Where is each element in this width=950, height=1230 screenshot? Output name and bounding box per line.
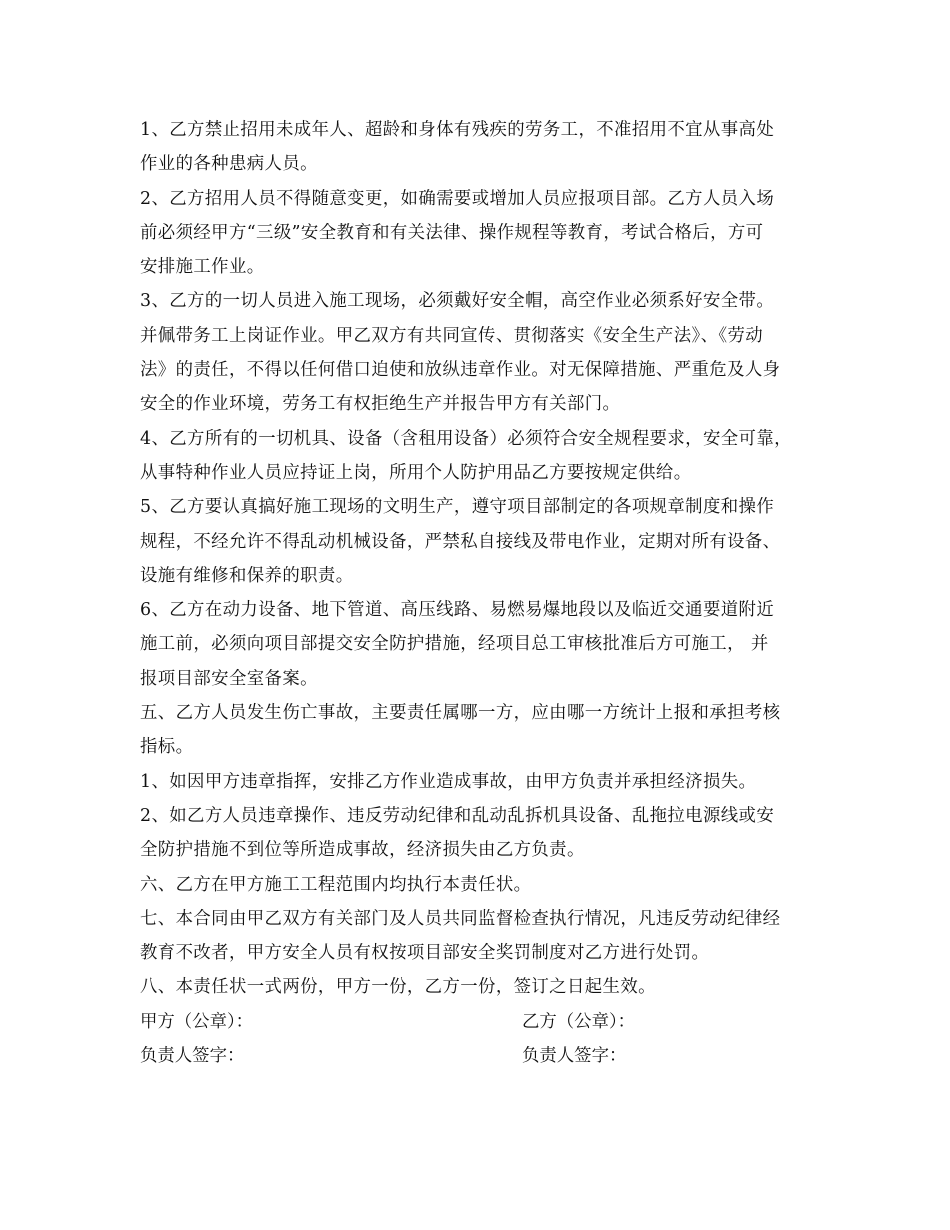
text-line: 安全的作业环境，劳务工有权拒绝生产并报告甲方有关部门。: [140, 394, 621, 415]
text-line: 指标。: [140, 737, 194, 758]
text-line: 施工前，必须向项目部提交安全防护措施，经项目总工审核批准后方可施工， 并: [140, 634, 769, 655]
text-line: 4、乙方所有的一切机具、设备（含租用设备）必须符合安全规程要求，安全可靠，: [140, 428, 792, 449]
text-line: 安排施工作业。: [140, 257, 265, 278]
text-line: 1、乙方禁止招用未成年人、超龄和身体有残疾的劳务工，不准招用不宜从事高处: [140, 120, 775, 140]
text-line: 2、如乙方人员违章操作、违反劳动纪律和乱动乱拆机具设备、乱拖拉电源线或安: [140, 805, 775, 826]
text-line: 教育不改者，甲方安全人员有权按项目部安全奖罚制度对乙方进行处罚。: [140, 943, 710, 964]
text-line: 从事特种作业人员应持证上岗，所用个人防护用品乙方要按规定供给。: [140, 462, 692, 483]
text-line: 设施有维修和保养的职责。: [140, 565, 354, 586]
text-line: 5、乙方要认真搞好施工现场的文明生产，遵守项目部制定的各项规章制度和操作: [140, 497, 775, 518]
text-line: 前必须经甲方“三级”安全教育和有关法律、操作规程等教育，考试合格后，方可: [140, 222, 764, 243]
text-line: 规程，不经允许不得乱动机械设备，严禁私自接线及带电作业，定期对所有设备、: [140, 531, 781, 552]
text-line: 6、乙方在动力设备、地下管道、高压线路、易燃易爆地段以及临近交通要道附近: [140, 600, 775, 621]
text-line: 3、乙方的一切人员进入施工现场，必须戴好安全帽，高空作业必须系好安全带。: [140, 291, 775, 312]
text-line: 全防护措施不到位等所造成事故，经济损失由乙方负责。: [140, 840, 585, 861]
signer-row: [140, 1039, 830, 1073]
party-a-signer-label: 负责人签字：: [140, 1046, 245, 1067]
text-line: 法》的责任，不得以任何借口迫使和放纵违章作业。对无保障措施、严重危及人身: [140, 360, 781, 381]
party-b-seal-label: 乙方（公章）：: [522, 1011, 636, 1032]
text-line: 作业的各种患病人员。: [140, 154, 318, 175]
party-a-seal-label: 甲方（公章）：: [140, 1011, 254, 1032]
text-line: 八、本责任状一式两份，甲方一份，乙方一份，签订之日起生效。: [140, 977, 656, 998]
seal-row: [140, 1005, 830, 1039]
text-line: 报项目部安全室备案。: [140, 668, 318, 689]
text-line: 并佩带务工上岗证作业。甲乙双方有共同宣传、贯彻落实《安全生产法》、《劳动: [140, 325, 764, 346]
text-line: 五、乙方人员发生伤亡事故，主要责任属哪一方，应由哪一方统计上报和承担考核: [140, 703, 781, 724]
text-line: 七、本合同由甲乙双方有关部门及人员共同监督检查执行情况，凡违反劳动纪律经: [140, 908, 781, 929]
document-body: [140, 113, 830, 1073]
text-line: 1、如因甲方违章指挥，安排乙方作业造成事故，由甲方负责并承担经济损失。: [140, 771, 757, 792]
party-b-signer-label: 负责人签字：: [522, 1046, 627, 1067]
text-line: 2、乙方招用人员不得随意变更，如确需要或增加人员应报项目部。乙方人员入场: [140, 188, 775, 209]
text-line: 六、乙方在甲方施工工程范围内均执行本责任状。: [140, 874, 532, 895]
